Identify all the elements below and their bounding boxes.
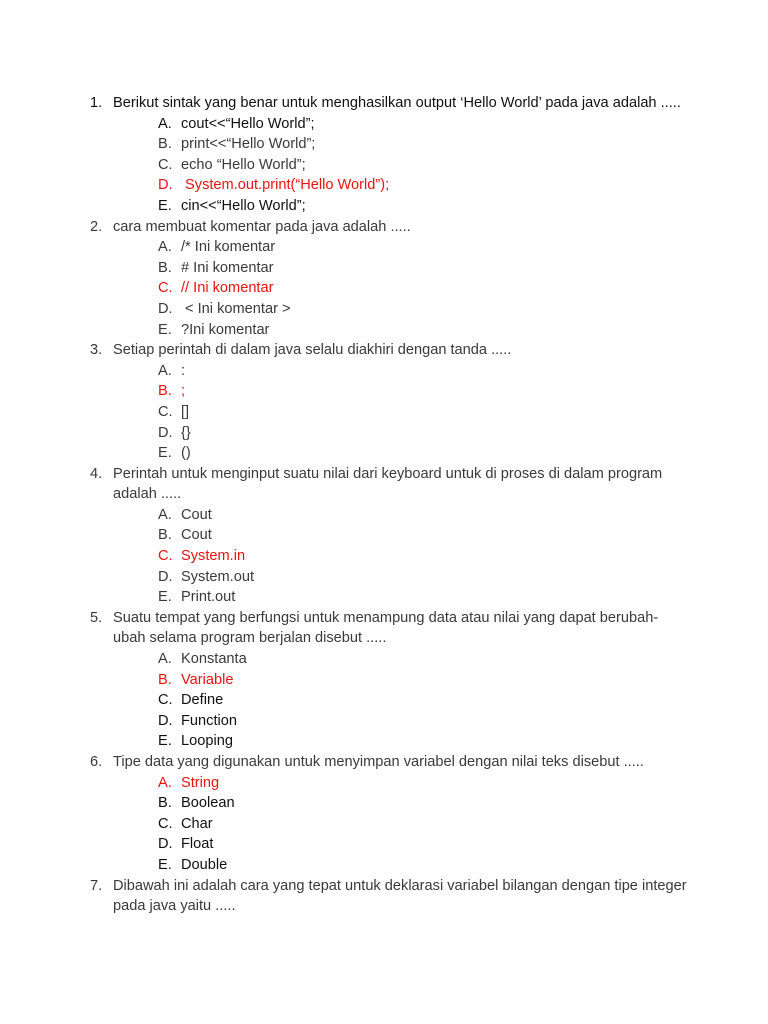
- option-letter: C.: [158, 156, 173, 173]
- option-letter: B.: [158, 527, 172, 544]
- question-text: cara membuat komentar pada java adalah .....: [113, 218, 411, 235]
- quiz-question-list: [90, 93, 690, 917]
- answer-option: [158, 834, 690, 855]
- question-4: [90, 464, 690, 608]
- option-text: []: [181, 403, 190, 420]
- option-letter: E.: [158, 321, 172, 338]
- answer-options: [90, 649, 690, 752]
- option-text: Print.out: [181, 589, 236, 606]
- answer-option: [158, 690, 690, 711]
- option-letter: C.: [158, 692, 173, 709]
- option-text: Char: [181, 815, 213, 832]
- option-letter: C.: [158, 280, 173, 297]
- option-letter: A.: [158, 651, 172, 668]
- answer-option: [158, 814, 690, 835]
- answer-option: [158, 443, 690, 464]
- question-text: Dibawah ini adalah cara yang tepat untuk deklarasi variabel bilangan dengan tipe integer pada java yaitu .....: [113, 877, 691, 915]
- option-letter: D.: [158, 568, 173, 585]
- correct-answer-option: [158, 773, 690, 794]
- option-text: System.out: [181, 568, 254, 585]
- answer-options: [90, 114, 690, 217]
- question-number: 1.: [90, 95, 103, 111]
- question-1: [90, 93, 690, 217]
- question-row: [90, 217, 690, 238]
- answer-options: [90, 361, 690, 464]
- question-text: Perintah untuk menginput suatu nilai dari keyboard untuk di proses di dalam program adalah .....: [113, 465, 667, 503]
- question-row: [90, 608, 690, 649]
- question-row: [90, 876, 690, 917]
- answer-option: [158, 525, 690, 546]
- answer-options: [90, 773, 690, 876]
- answer-option: [158, 587, 690, 608]
- question-number: 4.: [90, 465, 103, 482]
- option-letter: D.: [158, 300, 173, 317]
- answer-option: [158, 134, 690, 155]
- correct-answer-option: [158, 381, 690, 402]
- option-letter: B.: [158, 383, 172, 400]
- question-number: 7.: [90, 877, 103, 894]
- option-letter: D.: [158, 712, 173, 729]
- question-2: [90, 217, 690, 341]
- question-5: [90, 608, 690, 752]
- question-text: Berikut sintak yang benar untuk menghasilkan output ‘Hello World’ pada java adalah .....: [113, 95, 681, 111]
- option-text: :: [181, 362, 186, 379]
- correct-answer-option: [158, 670, 690, 691]
- answer-option: [158, 567, 690, 588]
- answer-option: [158, 649, 690, 670]
- option-letter: A.: [158, 774, 172, 791]
- correct-answer-option: [158, 278, 690, 299]
- answer-option: [158, 320, 690, 341]
- option-text: (): [181, 445, 191, 462]
- option-text: < Ini komentar >: [181, 300, 291, 317]
- answer-options: [90, 237, 690, 340]
- option-text: ;: [181, 383, 186, 400]
- answer-options: [90, 505, 690, 608]
- option-letter: D.: [158, 177, 173, 194]
- option-text: Variable: [181, 671, 234, 688]
- option-letter: C.: [158, 403, 173, 420]
- option-text: Double: [181, 856, 228, 873]
- option-text: print<<“Hello World”;: [181, 136, 316, 153]
- answer-option: [158, 711, 690, 732]
- answer-option: [158, 237, 690, 258]
- option-text: Cout: [181, 527, 212, 544]
- option-text: /* Ini komentar: [181, 239, 276, 256]
- option-letter: E.: [158, 856, 172, 873]
- option-text: String: [181, 774, 220, 791]
- option-text: Cout: [181, 506, 212, 523]
- option-text: System.out.print(“Hello World”);: [181, 177, 390, 194]
- question-text: Tipe data yang digunakan untuk menyimpan variabel dengan nilai teks disebut .....: [113, 754, 644, 770]
- answer-option: [158, 299, 690, 320]
- question-row: [90, 93, 690, 114]
- option-letter: B.: [158, 671, 172, 688]
- option-letter: E.: [158, 197, 172, 214]
- option-letter: B.: [158, 136, 172, 153]
- question-number: 2.: [90, 218, 103, 235]
- question-text: Suatu tempat yang berfungsi untuk menampung data atau nilai yang dapat berubah-ubah selama program berjalan disebut .....: [113, 609, 659, 647]
- answer-option: [158, 402, 690, 423]
- option-letter: A.: [158, 506, 172, 523]
- answer-option: [158, 361, 690, 382]
- option-text: {}: [181, 424, 191, 441]
- option-letter: E.: [158, 589, 172, 606]
- option-letter: E.: [158, 445, 172, 462]
- option-text: Konstanta: [181, 651, 247, 668]
- option-text: echo “Hello World”;: [181, 156, 306, 173]
- option-letter: B.: [158, 795, 172, 812]
- answer-option: [158, 423, 690, 444]
- option-letter: A.: [158, 362, 172, 379]
- question-number: 3.: [90, 342, 103, 359]
- answer-option: [158, 505, 690, 526]
- question-row: [90, 752, 690, 773]
- answer-option: [158, 855, 690, 876]
- question-text: Setiap perintah di dalam java selalu diakhiri dengan tanda .....: [113, 342, 512, 359]
- option-letter: C.: [158, 548, 173, 565]
- answer-option: [158, 793, 690, 814]
- correct-answer-option: [158, 175, 690, 196]
- option-letter: A.: [158, 115, 172, 132]
- option-text: cout<<“Hello World”;: [181, 115, 315, 132]
- option-text: Boolean: [181, 795, 235, 812]
- option-text: Define: [181, 692, 224, 709]
- option-text: ?Ini komentar: [181, 321, 270, 338]
- answer-option: [158, 196, 690, 217]
- answer-option: [158, 114, 690, 135]
- question-6: [90, 752, 690, 876]
- option-text: Function: [181, 712, 237, 729]
- question-number: 6.: [90, 754, 103, 770]
- question-number: 5.: [90, 609, 103, 626]
- option-letter: D.: [158, 836, 173, 853]
- question-row: [90, 464, 690, 505]
- answer-option: [158, 155, 690, 176]
- question-row: [90, 340, 690, 361]
- option-letter: B.: [158, 259, 172, 276]
- question-3: [90, 340, 690, 464]
- option-text: cin<<“Hello World”;: [181, 197, 306, 214]
- option-letter: C.: [158, 815, 173, 832]
- option-text: Looping: [181, 733, 233, 750]
- option-text: // Ini komentar: [181, 280, 274, 297]
- option-text: System.in: [181, 548, 246, 565]
- answer-option: [158, 731, 690, 752]
- option-text: Float: [181, 836, 214, 853]
- option-letter: A.: [158, 239, 172, 256]
- answer-option: [158, 258, 690, 279]
- option-letter: E.: [158, 733, 172, 750]
- option-text: # Ini komentar: [181, 259, 274, 276]
- question-7: [90, 876, 690, 917]
- correct-answer-option: [158, 546, 690, 567]
- option-letter: D.: [158, 424, 173, 441]
